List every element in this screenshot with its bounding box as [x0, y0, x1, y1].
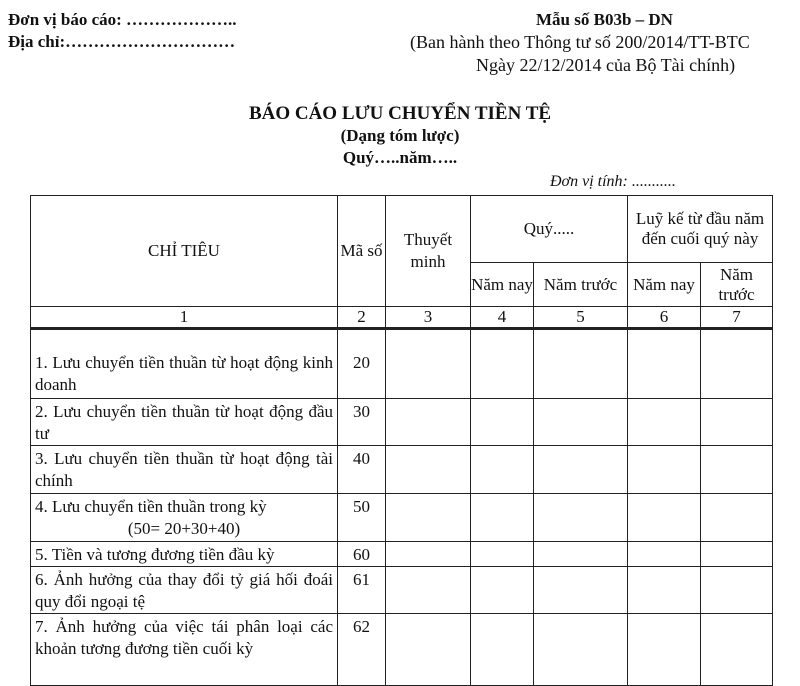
report-subtitle: (Dạng tóm lược): [340, 126, 460, 145]
cell-cum-last-year[interactable]: [701, 329, 773, 399]
cell-cum-last-year[interactable]: [701, 446, 773, 494]
issued-by-line-1: (Ban hành theo Thông tư số 200/2014/TT-BTC: [410, 32, 750, 52]
column-number: 3: [386, 307, 471, 329]
cell-q-last-year[interactable]: [534, 494, 628, 542]
cell-q-last-year[interactable]: [534, 542, 628, 567]
row-label: 5. Tiền và tương đương tiền đầu kỳ: [31, 542, 338, 567]
cell-note[interactable]: [386, 329, 471, 399]
row-label: 6. Ảnh hưởng của thay đổi tỷ giá hối đoái quy đổi ngoại tệ: [31, 567, 338, 614]
row-code: 30: [338, 399, 386, 446]
cell-q-this-year[interactable]: [471, 399, 534, 446]
row-label-text: 4. Lưu chuyển tiền thuần trong kỳ: [35, 497, 267, 516]
cell-cum-this-year[interactable]: [628, 614, 701, 686]
header-note: Thuyết minh: [386, 196, 471, 307]
cell-note[interactable]: [386, 567, 471, 614]
cell-q-last-year[interactable]: [534, 399, 628, 446]
row-code: 40: [338, 446, 386, 494]
header-code: Mã số: [338, 196, 386, 307]
cell-q-this-year[interactable]: [471, 494, 534, 542]
cell-cum-last-year[interactable]: [701, 494, 773, 542]
row-label: 2. Lưu chuyển tiền thuần từ hoạt động đầu tư: [31, 399, 338, 446]
cell-cum-this-year[interactable]: [628, 446, 701, 494]
cell-q-last-year[interactable]: [534, 446, 628, 494]
header-quarter-this-year: Năm nay: [471, 263, 534, 307]
cell-note[interactable]: [386, 494, 471, 542]
row-code: 50: [338, 494, 386, 542]
table-row: [31, 399, 773, 446]
row-code: 20: [338, 329, 386, 399]
column-number: 2: [338, 307, 386, 329]
cell-q-this-year[interactable]: [471, 329, 534, 399]
row-label: [31, 494, 338, 542]
row-label: 7. Ảnh hưởng của việc tái phân loại các khoản tương đương tiền cuối kỳ: [31, 614, 338, 686]
cell-cum-this-year[interactable]: [628, 329, 701, 399]
column-number-row: [31, 307, 773, 329]
cell-cum-this-year[interactable]: [628, 567, 701, 614]
header-quarter-last-year: Năm trước: [534, 263, 628, 307]
cell-q-last-year[interactable]: [534, 567, 628, 614]
report-title: BÁO CÁO LƯU CHUYỂN TIỀN TỆ: [248, 103, 552, 124]
cell-cum-last-year[interactable]: [701, 567, 773, 614]
row-code: 60: [338, 542, 386, 567]
cell-q-last-year[interactable]: [534, 614, 628, 686]
reporting-unit-label: Đơn vị báo cáo: ………………..: [8, 10, 237, 29]
currency-unit: Đơn vị tính: ...........: [550, 173, 676, 190]
issued-by-line-2: Ngày 22/12/2014 của Bộ Tài chính): [476, 55, 736, 75]
header-quarter: Quý.....: [471, 196, 628, 263]
cell-q-this-year[interactable]: [471, 542, 534, 567]
cell-note[interactable]: [386, 614, 471, 686]
column-number: 7: [701, 307, 773, 329]
cell-q-last-year[interactable]: [534, 329, 628, 399]
row-label: [31, 329, 338, 399]
table-row: [31, 329, 773, 399]
table-row: [31, 446, 773, 494]
form-number: Mẫu số B03b – DN: [536, 10, 673, 29]
cell-cum-last-year[interactable]: [701, 542, 773, 567]
row-label-text: 1. Lưu chuyển tiền thuần từ hoạt động kinh doanh: [35, 353, 333, 394]
table-row: [31, 567, 773, 614]
address-label: Địa chỉ:…………………………: [8, 32, 236, 51]
cell-cum-this-year[interactable]: [628, 542, 701, 567]
table-row: [31, 494, 773, 542]
column-number: 5: [534, 307, 628, 329]
cell-note[interactable]: [386, 446, 471, 494]
cell-cum-last-year[interactable]: [701, 614, 773, 686]
cell-note[interactable]: [386, 399, 471, 446]
row-label: 3. Lưu chuyển tiền thuần từ hoạt động tài chính: [31, 446, 338, 494]
cell-cum-this-year[interactable]: [628, 399, 701, 446]
row-formula: (50= 20+30+40): [127, 519, 241, 538]
row-code: 62: [338, 614, 386, 686]
header-cumulative: Luỹ kế từ đầu năm đến cuối quý này: [628, 196, 773, 263]
header-cumulative-last-year: Năm trước: [701, 263, 773, 307]
column-number: 1: [31, 307, 338, 329]
header-indicator: CHỈ TIÊU: [31, 196, 338, 307]
report-period: Quý…..năm…..: [342, 148, 458, 167]
table-row: [31, 542, 773, 567]
cell-cum-this-year[interactable]: [628, 494, 701, 542]
cash-flow-table: [30, 195, 773, 686]
header-cumulative-this-year: Năm nay: [628, 263, 701, 307]
cell-note[interactable]: [386, 542, 471, 567]
column-number: 6: [628, 307, 701, 329]
table-row: [31, 614, 773, 686]
cell-q-this-year[interactable]: [471, 614, 534, 686]
cell-q-this-year[interactable]: [471, 567, 534, 614]
row-code: 61: [338, 567, 386, 614]
column-number: 4: [471, 307, 534, 329]
cell-q-this-year[interactable]: [471, 446, 534, 494]
header-row: [31, 196, 773, 263]
cell-cum-last-year[interactable]: [701, 399, 773, 446]
